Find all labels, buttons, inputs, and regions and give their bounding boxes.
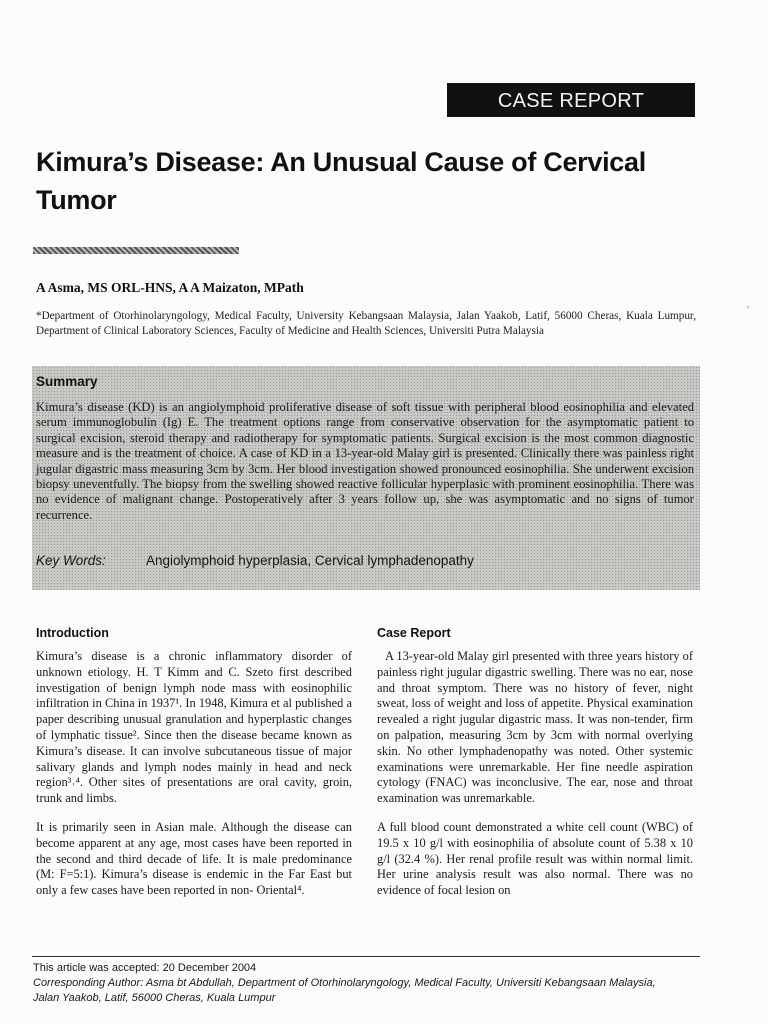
article-type-banner: CASE REPORT	[447, 83, 695, 117]
introduction-column	[36, 626, 352, 912]
article-title: Kimura’s Disease: An Unusual Cause of Cervical Tumor	[36, 147, 646, 215]
margin-mark: '	[747, 305, 749, 316]
keywords-label: Key Words:	[36, 553, 106, 568]
case-report-paragraph: A full blood count demonstrated a white cell count (WBC) of 19.5 x 10 g/l with eosinophilia of absolute count of 5.38 x 10 g/l (32.4 %). Her renal profile result was within normal limit. Her urine analysis result was also normal. There was no evidence of focal lesion on	[377, 819, 693, 898]
introduction-heading: Introduction	[36, 626, 109, 640]
author-list: A Asma, MS ORL-HNS, A A Maizaton, MPath	[36, 280, 304, 295]
keywords-value: Angiolymphoid hyperplasia, Cervical lymphadenopathy	[146, 553, 474, 568]
keywords-line	[36, 553, 474, 568]
case-report-column	[377, 626, 693, 912]
case-report-paragraph: A 13-year-old Malay girl presented with three years history of painless right jugular digastric swelling. There was no ear, nose and throat symptom. There was no history of fever, night sweat, loss of weight and loss of appetite. Physical examination revealed a right jugular digastric mass. It was non-tender, firm on palpation, measuring 3cm by 3cm with normal overlying skin. No other lymphadenopathy was noted. Other systemic examinations were unremarkable. Her fine needle aspiration cytology (FNAC) was inconclusive. The ear, nose and throat examination was unremarkable.	[377, 649, 693, 806]
corresponding-address: Jalan Yaakob, Latif, 56000 Cheras, Kuala Lumpur	[33, 992, 276, 1004]
introduction-paragraph: Kimura’s disease is a chronic inflammatory disorder of unknown etiology. H. T Kimm and C. Szeto first described investigation of benign lymph node mass with eosinophilic infiltration in China in 1937¹. In 1948, Kimura et al published a paper describing unusual granulation and hyperplastic changes of lymphatic tissue². Since then the disease became known as Kimura’s disease. It can involve subcutaneous tissue of major salivary glands and lymph nodes mainly in head and neck region³˒⁴. Other sites of presentations are oral cavity, groin, trunk and limbs.	[36, 649, 352, 806]
decorative-divider	[33, 247, 239, 254]
accepted-date: This article was accepted: 20 December 2004	[33, 962, 257, 974]
summary-text: Kimura’s disease (KD) is an angiolymphoid proliferative disease of soft tissue with peripheral blood eosinophilia and elevated serum immunoglobulin (Ig) E. The treatment options range from conservative observation for the asymptomatic patient to surgical excision, steroid therapy and radiotherapy for symptomatic patients. Surgical excision is the most common diagnostic measure and is the treatment of choice. A case of KD in a 13-year-old Malay girl is presented. Clinically there was painless right jugular digastric mass measuring 3cm by 3cm. Her blood investigation showed pronounced eosinophilia. She underwent excision biopsy uneventfully. The biopsy from the swelling showed reactive follicular hyperplasic with prominent eosinophilia. There was no evidence of malignant change. Postoperatively after 3 years follow up, she was asymptomatic and no signs of tumor recurrence.	[36, 400, 694, 522]
author-affiliations: *Department of Otorhinolaryngology, Medical Faculty, University Kebangsaan Malaysia, Jalan Yaakob, Latif, 56000 Cheras, Kuala Lumpur, Department of Clinical Laboratory Sciences, Faculty of Medicine and Health Sciences, Universiti Putra Malaysia	[36, 310, 696, 337]
footer-divider	[32, 956, 700, 957]
summary-box	[32, 366, 700, 590]
case-report-heading: Case Report	[377, 626, 451, 640]
introduction-paragraph: It is primarily seen in Asian male. Although the disease can become apparent at any age, most cases have been reported in the second and third decade of life. It is male predominance (M: F=5:1). Kimura’s disease is endemic in the Far East but only a few cases have been reported in non- Oriental⁴.	[36, 819, 352, 898]
article-footer	[33, 961, 703, 1006]
corresponding-author: Corresponding Author: Asma bt Abdullah, Department of Otorhinolaryngology, Medical Faculty, Universiti Kebangsaan Malaysia,	[33, 977, 656, 989]
summary-heading: Summary	[36, 374, 98, 389]
